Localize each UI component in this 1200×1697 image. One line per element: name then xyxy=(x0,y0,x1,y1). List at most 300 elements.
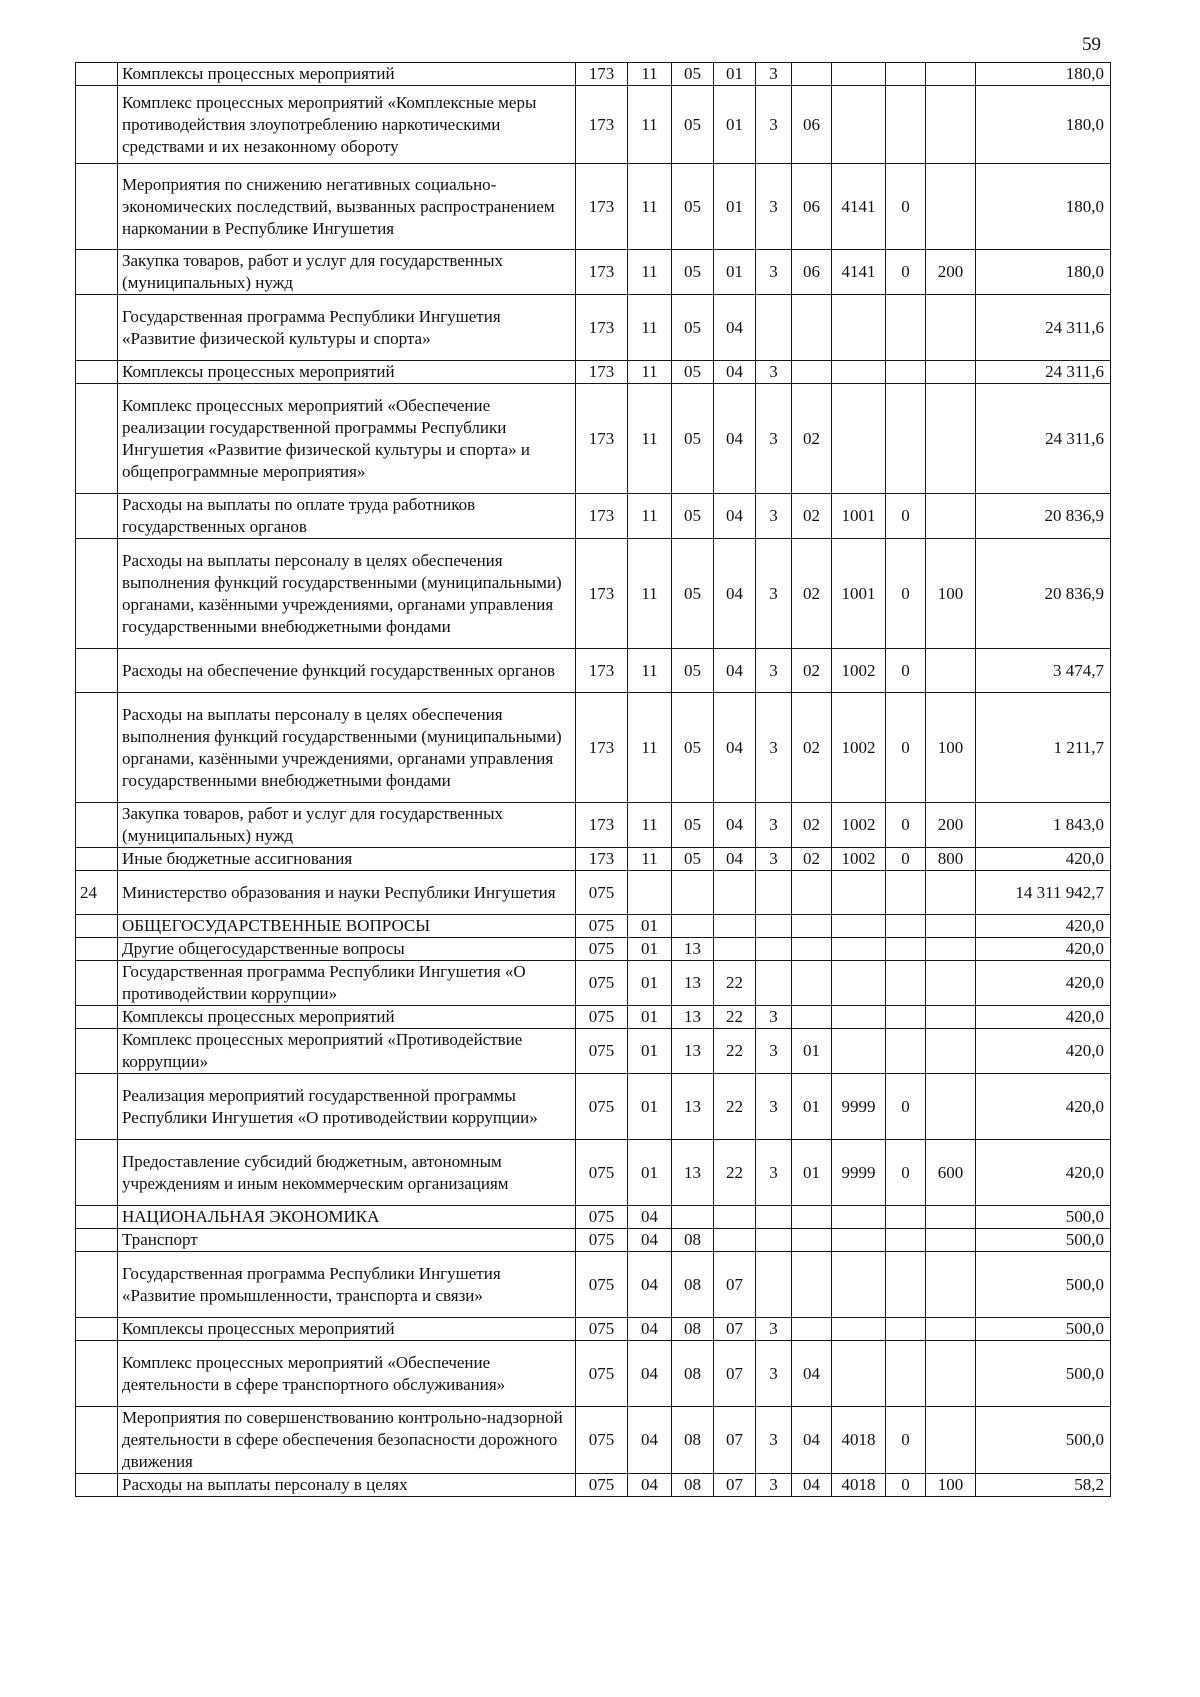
direction-code-cell xyxy=(832,871,886,915)
amount-cell: 180,0 xyxy=(976,164,1111,250)
row-number-cell xyxy=(76,539,118,649)
event-code-cell xyxy=(792,63,832,86)
event-code-cell: 02 xyxy=(792,649,832,693)
target-code-cell xyxy=(886,938,926,961)
section-code-cell: 11 xyxy=(628,539,672,649)
table-row xyxy=(76,1029,1111,1074)
row-number-cell xyxy=(76,63,118,86)
admin-code-cell: 075 xyxy=(576,961,628,1006)
direction-code-cell xyxy=(832,1252,886,1318)
table-row xyxy=(76,1206,1111,1229)
section-code-cell: 11 xyxy=(628,693,672,803)
direction-code-cell: 4141 xyxy=(832,164,886,250)
event-code-cell: 01 xyxy=(792,1029,832,1074)
subsection-code-cell xyxy=(672,1206,714,1229)
admin-code-cell: 173 xyxy=(576,649,628,693)
program-code-cell: 04 xyxy=(714,848,756,871)
amount-cell: 180,0 xyxy=(976,86,1111,164)
event-code-cell: 01 xyxy=(792,1074,832,1140)
table-row xyxy=(76,539,1111,649)
row-number-cell xyxy=(76,915,118,938)
target-code-cell xyxy=(886,871,926,915)
amount-cell: 180,0 xyxy=(976,250,1111,295)
item-name-cell: Предоставление субсидий бюджетным, автономным учреждениям и иным некоммерческим организациям xyxy=(118,1140,576,1206)
expense-type-code-cell xyxy=(926,361,976,384)
admin-code-cell: 173 xyxy=(576,384,628,494)
program-code-cell: 07 xyxy=(714,1318,756,1341)
row-number-cell xyxy=(76,803,118,848)
row-number-cell xyxy=(76,1206,118,1229)
item-name-cell: НАЦИОНАЛЬНАЯ ЭКОНОМИКА xyxy=(118,1206,576,1229)
expense-type-code-cell xyxy=(926,915,976,938)
section-code-cell: 11 xyxy=(628,384,672,494)
direction-code-cell xyxy=(832,384,886,494)
target-code-cell: 0 xyxy=(886,1074,926,1140)
subsection-code-cell: 05 xyxy=(672,539,714,649)
program-code-cell: 07 xyxy=(714,1252,756,1318)
amount-cell: 3 474,7 xyxy=(976,649,1111,693)
item-name-cell: Комплекс процессных мероприятий «Комплексные меры противодействия злоупотреблению наркотическими средствами и их незаконному обороту xyxy=(118,86,576,164)
subprogram-code-cell: 3 xyxy=(756,1474,792,1497)
table-row xyxy=(76,915,1111,938)
item-name-cell: Иные бюджетные ассигнования xyxy=(118,848,576,871)
table-body xyxy=(76,63,1111,1497)
program-code-cell: 22 xyxy=(714,1074,756,1140)
expense-type-code-cell xyxy=(926,86,976,164)
table-row xyxy=(76,1407,1111,1474)
item-name-cell: ОБЩЕГОСУДАРСТВЕННЫЕ ВОПРОСЫ xyxy=(118,915,576,938)
subprogram-code-cell: 3 xyxy=(756,164,792,250)
section-code-cell: 11 xyxy=(628,86,672,164)
target-code-cell xyxy=(886,1252,926,1318)
event-code-cell xyxy=(792,961,832,1006)
section-code-cell: 04 xyxy=(628,1407,672,1474)
program-code-cell: 01 xyxy=(714,86,756,164)
direction-code-cell xyxy=(832,1229,886,1252)
row-number-cell xyxy=(76,384,118,494)
admin-code-cell: 173 xyxy=(576,250,628,295)
table-row xyxy=(76,1318,1111,1341)
admin-code-cell: 075 xyxy=(576,1006,628,1029)
expense-type-code-cell: 800 xyxy=(926,848,976,871)
direction-code-cell xyxy=(832,1029,886,1074)
subsection-code-cell: 05 xyxy=(672,250,714,295)
subprogram-code-cell: 3 xyxy=(756,1318,792,1341)
target-code-cell xyxy=(886,915,926,938)
subsection-code-cell: 08 xyxy=(672,1229,714,1252)
row-number-cell xyxy=(76,961,118,1006)
subsection-code-cell: 05 xyxy=(672,494,714,539)
admin-code-cell: 173 xyxy=(576,361,628,384)
program-code-cell: 04 xyxy=(714,649,756,693)
expense-type-code-cell xyxy=(926,295,976,361)
amount-cell: 420,0 xyxy=(976,1029,1111,1074)
admin-code-cell: 075 xyxy=(576,1074,628,1140)
direction-code-cell xyxy=(832,295,886,361)
subprogram-code-cell xyxy=(756,871,792,915)
event-code-cell: 02 xyxy=(792,848,832,871)
item-name-cell: Государственная программа Республики Ингушетия «Развитие физической культуры и спорта» xyxy=(118,295,576,361)
item-name-cell: Расходы на выплаты персоналу в целях обеспечения выполнения функций государственными (муниципальными) органами, казёнными учреждениями, органами управления государственными внебюджетными фондами xyxy=(118,693,576,803)
direction-code-cell xyxy=(832,1341,886,1407)
section-code-cell: 11 xyxy=(628,803,672,848)
program-code-cell: 22 xyxy=(714,1140,756,1206)
program-code-cell: 04 xyxy=(714,384,756,494)
section-code-cell: 01 xyxy=(628,1006,672,1029)
amount-cell: 1 843,0 xyxy=(976,803,1111,848)
amount-cell: 500,0 xyxy=(976,1341,1111,1407)
row-number-cell xyxy=(76,1474,118,1497)
row-number-cell xyxy=(76,295,118,361)
item-name-cell: Комплексы процессных мероприятий xyxy=(118,361,576,384)
amount-cell: 24 311,6 xyxy=(976,295,1111,361)
admin-code-cell: 173 xyxy=(576,164,628,250)
admin-code-cell: 173 xyxy=(576,295,628,361)
subsection-code-cell: 13 xyxy=(672,1029,714,1074)
table-row xyxy=(76,803,1111,848)
amount-cell: 24 311,6 xyxy=(976,361,1111,384)
expense-type-code-cell xyxy=(926,1206,976,1229)
expense-type-code-cell xyxy=(926,1407,976,1474)
table-row xyxy=(76,1229,1111,1252)
amount-cell: 420,0 xyxy=(976,1006,1111,1029)
direction-code-cell xyxy=(832,1006,886,1029)
program-code-cell: 22 xyxy=(714,961,756,1006)
target-code-cell xyxy=(886,1229,926,1252)
amount-cell: 500,0 xyxy=(976,1229,1111,1252)
section-code-cell xyxy=(628,871,672,915)
row-number-cell xyxy=(76,494,118,539)
subprogram-code-cell xyxy=(756,938,792,961)
item-name-cell: Закупка товаров, работ и услуг для государственных (муниципальных) нужд xyxy=(118,250,576,295)
event-code-cell xyxy=(792,1206,832,1229)
amount-cell: 420,0 xyxy=(976,848,1111,871)
target-code-cell xyxy=(886,295,926,361)
admin-code-cell: 173 xyxy=(576,86,628,164)
program-code-cell: 07 xyxy=(714,1341,756,1407)
table-row xyxy=(76,961,1111,1006)
expense-type-code-cell: 200 xyxy=(926,250,976,295)
expense-type-code-cell xyxy=(926,1341,976,1407)
section-code-cell: 01 xyxy=(628,915,672,938)
expense-type-code-cell: 100 xyxy=(926,693,976,803)
target-code-cell: 0 xyxy=(886,250,926,295)
subsection-code-cell: 05 xyxy=(672,361,714,384)
table-row xyxy=(76,1140,1111,1206)
target-code-cell xyxy=(886,1006,926,1029)
target-code-cell: 0 xyxy=(886,539,926,649)
program-code-cell: 07 xyxy=(714,1474,756,1497)
direction-code-cell: 4018 xyxy=(832,1407,886,1474)
row-number-cell xyxy=(76,649,118,693)
direction-code-cell xyxy=(832,1206,886,1229)
admin-code-cell: 075 xyxy=(576,871,628,915)
item-name-cell: Государственная программа Республики Ингушетия «О противодействии коррупции» xyxy=(118,961,576,1006)
section-code-cell: 11 xyxy=(628,848,672,871)
amount-cell: 58,2 xyxy=(976,1474,1111,1497)
subprogram-code-cell: 3 xyxy=(756,1341,792,1407)
event-code-cell: 02 xyxy=(792,693,832,803)
subprogram-code-cell xyxy=(756,1252,792,1318)
direction-code-cell: 4141 xyxy=(832,250,886,295)
program-code-cell: 01 xyxy=(714,250,756,295)
expense-type-code-cell xyxy=(926,1006,976,1029)
subsection-code-cell: 08 xyxy=(672,1252,714,1318)
program-code-cell: 04 xyxy=(714,539,756,649)
subsection-code-cell xyxy=(672,915,714,938)
event-code-cell xyxy=(792,938,832,961)
subsection-code-cell: 08 xyxy=(672,1474,714,1497)
expense-type-code-cell: 100 xyxy=(926,1474,976,1497)
target-code-cell: 0 xyxy=(886,1407,926,1474)
table-row xyxy=(76,295,1111,361)
table-row xyxy=(76,693,1111,803)
expense-type-code-cell xyxy=(926,649,976,693)
admin-code-cell: 173 xyxy=(576,693,628,803)
subprogram-code-cell: 3 xyxy=(756,649,792,693)
program-code-cell: 04 xyxy=(714,803,756,848)
table-row xyxy=(76,1341,1111,1407)
event-code-cell xyxy=(792,295,832,361)
admin-code-cell: 173 xyxy=(576,848,628,871)
amount-cell: 500,0 xyxy=(976,1407,1111,1474)
subsection-code-cell: 13 xyxy=(672,961,714,1006)
subsection-code-cell: 13 xyxy=(672,1074,714,1140)
direction-code-cell xyxy=(832,938,886,961)
target-code-cell xyxy=(886,1341,926,1407)
subprogram-code-cell: 3 xyxy=(756,1029,792,1074)
section-code-cell: 11 xyxy=(628,164,672,250)
section-code-cell: 11 xyxy=(628,63,672,86)
program-code-cell: 01 xyxy=(714,164,756,250)
section-code-cell: 01 xyxy=(628,961,672,1006)
direction-code-cell: 1002 xyxy=(832,693,886,803)
row-number-cell xyxy=(76,1006,118,1029)
table-row xyxy=(76,1074,1111,1140)
target-code-cell: 0 xyxy=(886,1140,926,1206)
target-code-cell xyxy=(886,1206,926,1229)
table-row xyxy=(76,361,1111,384)
table-row xyxy=(76,938,1111,961)
subprogram-code-cell xyxy=(756,295,792,361)
section-code-cell: 04 xyxy=(628,1206,672,1229)
item-name-cell: Транспорт xyxy=(118,1229,576,1252)
table-row xyxy=(76,86,1111,164)
target-code-cell: 0 xyxy=(886,1474,926,1497)
amount-cell: 500,0 xyxy=(976,1252,1111,1318)
section-code-cell: 04 xyxy=(628,1318,672,1341)
expense-type-code-cell: 100 xyxy=(926,539,976,649)
subsection-code-cell: 05 xyxy=(672,693,714,803)
item-name-cell: Комплекс процессных мероприятий «Противодействие коррупции» xyxy=(118,1029,576,1074)
row-number-cell: 24 xyxy=(76,871,118,915)
section-code-cell: 11 xyxy=(628,295,672,361)
target-code-cell: 0 xyxy=(886,494,926,539)
expense-type-code-cell xyxy=(926,1074,976,1140)
program-code-cell: 22 xyxy=(714,1029,756,1074)
event-code-cell: 02 xyxy=(792,494,832,539)
table-row xyxy=(76,1474,1111,1497)
admin-code-cell: 075 xyxy=(576,1341,628,1407)
target-code-cell: 0 xyxy=(886,649,926,693)
subsection-code-cell: 08 xyxy=(672,1407,714,1474)
admin-code-cell: 173 xyxy=(576,494,628,539)
subprogram-code-cell: 3 xyxy=(756,494,792,539)
subsection-code-cell: 08 xyxy=(672,1318,714,1341)
target-code-cell xyxy=(886,86,926,164)
item-name-cell: Расходы на выплаты по оплате труда работников государственных органов xyxy=(118,494,576,539)
event-code-cell: 04 xyxy=(792,1341,832,1407)
row-number-cell xyxy=(76,250,118,295)
amount-cell: 20 836,9 xyxy=(976,494,1111,539)
target-code-cell xyxy=(886,384,926,494)
expense-type-code-cell xyxy=(926,494,976,539)
section-code-cell: 04 xyxy=(628,1229,672,1252)
budget-table xyxy=(75,62,1111,1497)
admin-code-cell: 075 xyxy=(576,1252,628,1318)
program-code-cell xyxy=(714,938,756,961)
subsection-code-cell: 05 xyxy=(672,63,714,86)
item-name-cell: Комплекс процессных мероприятий «Обеспечение реализации государственной программы Республики Ингушетия «Развитие физической культуры и спорта» и общепрограммные мероприятия» xyxy=(118,384,576,494)
subsection-code-cell: 05 xyxy=(672,384,714,494)
direction-code-cell xyxy=(832,63,886,86)
admin-code-cell: 075 xyxy=(576,1029,628,1074)
item-name-cell: Комплекс процессных мероприятий «Обеспечение деятельности в сфере транспортного обслуживания» xyxy=(118,1341,576,1407)
event-code-cell xyxy=(792,1229,832,1252)
event-code-cell: 02 xyxy=(792,539,832,649)
event-code-cell: 06 xyxy=(792,164,832,250)
item-name-cell: Мероприятия по снижению негативных социально-экономических последствий, вызванных распространением наркомании в Республике Ингушетия xyxy=(118,164,576,250)
subprogram-code-cell: 3 xyxy=(756,86,792,164)
expense-type-code-cell xyxy=(926,938,976,961)
expense-type-code-cell: 200 xyxy=(926,803,976,848)
item-name-cell: Расходы на выплаты персоналу в целях xyxy=(118,1474,576,1497)
event-code-cell: 06 xyxy=(792,86,832,164)
event-code-cell xyxy=(792,1006,832,1029)
target-code-cell: 0 xyxy=(886,803,926,848)
subsection-code-cell: 05 xyxy=(672,86,714,164)
subprogram-code-cell: 3 xyxy=(756,803,792,848)
target-code-cell xyxy=(886,361,926,384)
row-number-cell xyxy=(76,1318,118,1341)
item-name-cell: Комплексы процессных мероприятий xyxy=(118,1318,576,1341)
subsection-code-cell: 05 xyxy=(672,164,714,250)
section-code-cell: 11 xyxy=(628,649,672,693)
table-row xyxy=(76,848,1111,871)
program-code-cell xyxy=(714,1206,756,1229)
subprogram-code-cell xyxy=(756,1206,792,1229)
subsection-code-cell xyxy=(672,871,714,915)
table-row xyxy=(76,384,1111,494)
section-code-cell: 04 xyxy=(628,1474,672,1497)
direction-code-cell: 1001 xyxy=(832,539,886,649)
subsection-code-cell: 05 xyxy=(672,649,714,693)
page-number: 59 xyxy=(1082,34,1101,55)
table-row xyxy=(76,494,1111,539)
event-code-cell xyxy=(792,871,832,915)
event-code-cell xyxy=(792,1252,832,1318)
subsection-code-cell: 05 xyxy=(672,803,714,848)
expense-type-code-cell xyxy=(926,384,976,494)
amount-cell: 20 836,9 xyxy=(976,539,1111,649)
amount-cell: 500,0 xyxy=(976,1206,1111,1229)
direction-code-cell xyxy=(832,915,886,938)
target-code-cell xyxy=(886,961,926,1006)
row-number-cell xyxy=(76,1229,118,1252)
table-row xyxy=(76,649,1111,693)
event-code-cell xyxy=(792,1318,832,1341)
table-row xyxy=(76,871,1111,915)
amount-cell: 500,0 xyxy=(976,1318,1111,1341)
direction-code-cell: 9999 xyxy=(832,1074,886,1140)
event-code-cell xyxy=(792,361,832,384)
program-code-cell: 07 xyxy=(714,1407,756,1474)
program-code-cell: 04 xyxy=(714,693,756,803)
target-code-cell: 0 xyxy=(886,848,926,871)
expense-type-code-cell: 600 xyxy=(926,1140,976,1206)
row-number-cell xyxy=(76,1140,118,1206)
direction-code-cell xyxy=(832,1318,886,1341)
event-code-cell: 04 xyxy=(792,1474,832,1497)
amount-cell: 420,0 xyxy=(976,1074,1111,1140)
expense-type-code-cell xyxy=(926,1318,976,1341)
subprogram-code-cell: 3 xyxy=(756,1140,792,1206)
expense-type-code-cell xyxy=(926,1029,976,1074)
section-code-cell: 01 xyxy=(628,1074,672,1140)
amount-cell: 1 211,7 xyxy=(976,693,1111,803)
row-number-cell xyxy=(76,361,118,384)
row-number-cell xyxy=(76,1029,118,1074)
row-number-cell xyxy=(76,1252,118,1318)
event-code-cell xyxy=(792,915,832,938)
table-row xyxy=(76,164,1111,250)
target-code-cell xyxy=(886,1318,926,1341)
subsection-code-cell: 13 xyxy=(672,1006,714,1029)
subprogram-code-cell: 3 xyxy=(756,693,792,803)
admin-code-cell: 075 xyxy=(576,1140,628,1206)
item-name-cell: Государственная программа Республики Ингушетия «Развитие промышленности, транспорта и связи» xyxy=(118,1252,576,1318)
event-code-cell: 01 xyxy=(792,1140,832,1206)
program-code-cell xyxy=(714,915,756,938)
direction-code-cell xyxy=(832,361,886,384)
amount-cell: 420,0 xyxy=(976,1140,1111,1206)
expense-type-code-cell xyxy=(926,961,976,1006)
subprogram-code-cell: 3 xyxy=(756,539,792,649)
row-number-cell xyxy=(76,1407,118,1474)
expense-type-code-cell xyxy=(926,1252,976,1318)
amount-cell: 180,0 xyxy=(976,63,1111,86)
subprogram-code-cell xyxy=(756,961,792,1006)
section-code-cell: 11 xyxy=(628,361,672,384)
section-code-cell: 01 xyxy=(628,938,672,961)
program-code-cell: 22 xyxy=(714,1006,756,1029)
program-code-cell: 01 xyxy=(714,63,756,86)
subsection-code-cell: 13 xyxy=(672,1140,714,1206)
subsection-code-cell: 05 xyxy=(672,295,714,361)
subsection-code-cell: 05 xyxy=(672,848,714,871)
row-number-cell xyxy=(76,1074,118,1140)
admin-code-cell: 075 xyxy=(576,1206,628,1229)
direction-code-cell xyxy=(832,86,886,164)
subprogram-code-cell: 3 xyxy=(756,1074,792,1140)
item-name-cell: Другие общегосударственные вопросы xyxy=(118,938,576,961)
amount-cell: 420,0 xyxy=(976,915,1111,938)
admin-code-cell: 075 xyxy=(576,915,628,938)
section-code-cell: 04 xyxy=(628,1341,672,1407)
direction-code-cell: 1001 xyxy=(832,494,886,539)
direction-code-cell: 9999 xyxy=(832,1140,886,1206)
table-row xyxy=(76,1252,1111,1318)
